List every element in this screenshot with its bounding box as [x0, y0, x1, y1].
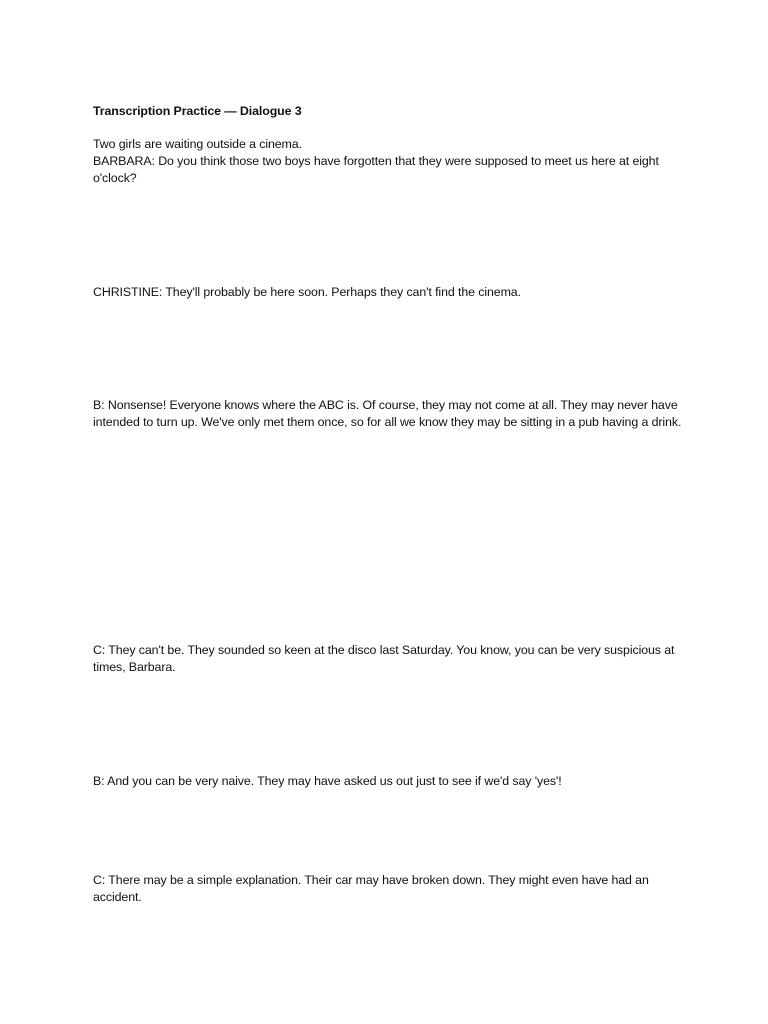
dialogue-line-barbara-2: B: Nonsense! Everyone knows where the ABC is. Of course, they may not come at all. They may never have intended to turn up. We've only met them once, so for all we know they may be sitting in a pub having a drink.: [93, 398, 682, 429]
dialogue-line-barbara-3: B: And you can be very naive. They may have asked us out just to see if we'd say 'yes'!: [93, 774, 562, 788]
document-title: Transcription Practice — Dialogue 3: [93, 104, 302, 118]
dialogue-line-barbara-1: BARBARA: Do you think those two boys have forgotten that they were supposed to meet us here at eight o'clock?: [93, 154, 659, 185]
dialogue-line-christine-1: CHRISTINE: They'll probably be here soon. Perhaps they can't find the cinema.: [93, 285, 521, 299]
scene-description: Two girls are waiting outside a cinema.: [93, 137, 302, 151]
dialogue-line-christine-3: C: There may be a simple explanation. Their car may have broken down. They might even have had an accident.: [93, 873, 649, 904]
dialogue-line-christine-2: C: They can't be. They sounded so keen at the disco last Saturday. You know, you can be very suspicious at times, Barbara.: [93, 643, 675, 674]
